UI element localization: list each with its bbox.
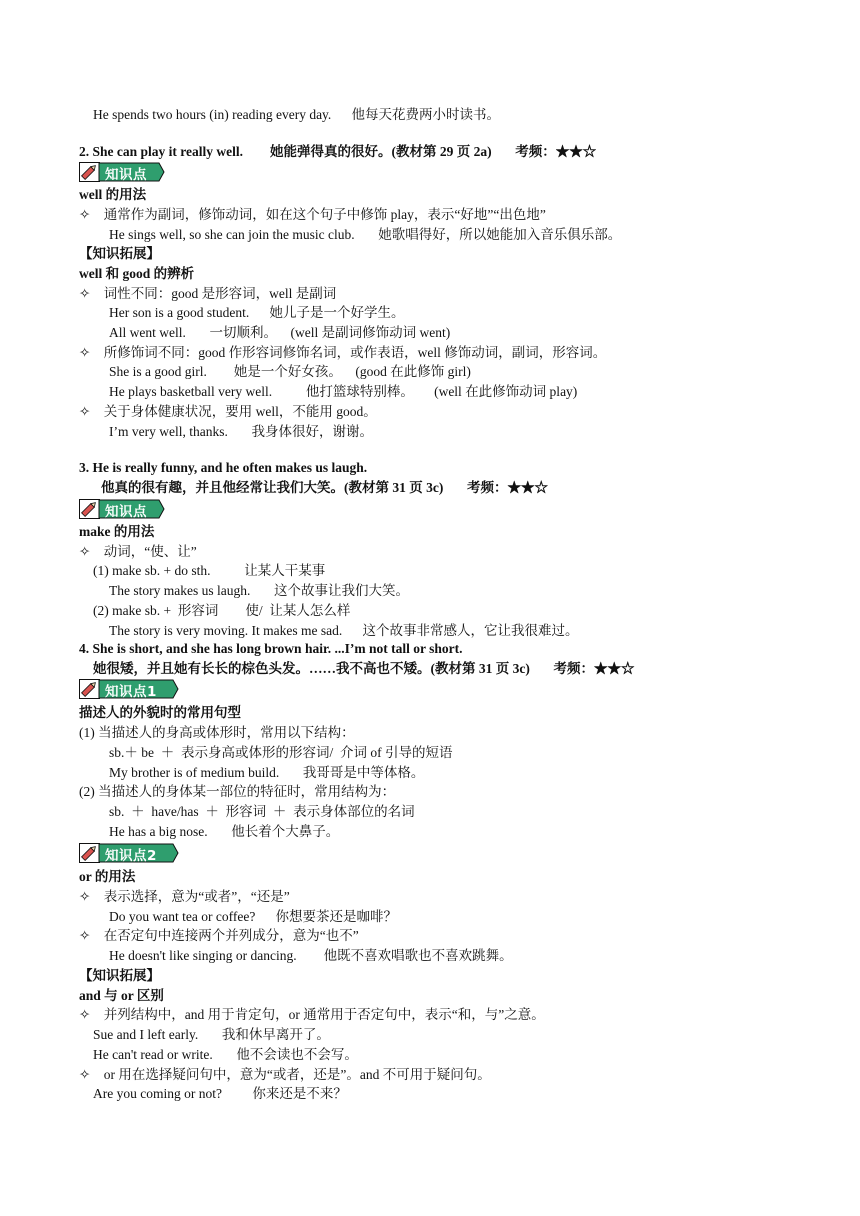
pattern-line: (1) 当描述人的身高或体形时，常用以下结构： — [79, 725, 355, 740]
knowledge-badge — [79, 162, 165, 182]
subsection-title: or 的用法 — [79, 869, 136, 884]
bullet-item: ✧ 并列结构中，and 用于肯定句，or 通常用于否定句中，表示“和，与”之意。 — [79, 1007, 545, 1022]
knowledge-badge-2 — [79, 843, 179, 863]
pattern-line: (2) make sb. + 形容词 使/ 让某人怎么样 — [93, 603, 351, 618]
example-line: He spends two hours (in) reading every day. 他每天花费两小时读书。 — [93, 107, 501, 122]
subsection-title: and 与 or 区别 — [79, 988, 164, 1003]
bullet-item: ✧ 关于身体健康状况，要用 well，不能用 good。 — [79, 404, 377, 419]
example-line: He has a big nose. 他长着个大鼻子。 — [109, 824, 340, 839]
section-heading-3-translation: 他真的很有趣，并且他经常让我们大笑。(教材第 31 页 3c) 考频：★★☆ — [101, 480, 548, 495]
badge-label: 知识点1 — [105, 684, 157, 700]
bullet-item: ✧ or 用在选择疑问句中，意为“或者，还是”。and 不可用于疑问句。 — [79, 1067, 491, 1082]
example-line: She is a good girl. 她是一个好女孩。 (good 在此修饰 girl) — [109, 364, 471, 379]
bullet-item: ✧ 词性不同：good 是形容词，well 是副词 — [79, 286, 337, 301]
example-line: I’m very well, thanks. 我身体很好，谢谢。 — [109, 424, 373, 439]
formula-line: sb. ＋ have/has ＋ 形容词 ＋ 表示身体部位的名词 — [109, 804, 415, 819]
section-heading-2: 2. She can play it really well. 她能弹得真的很好。(教材第 29 页 2a) 考频：★★☆ — [79, 144, 597, 159]
pattern-line: (2) 当描述人的身体某一部位的特征时，常用结构为： — [79, 784, 396, 799]
bullet-item: ✧ 在否定句中连接两个并列成分，意为“也不” — [79, 928, 359, 943]
section-heading-3: 3. He is really funny, and he often makes us laugh. — [79, 460, 368, 475]
badge-label: 知识点2 — [105, 848, 157, 864]
section-heading-4-translation: 她很矮，并且她有长长的棕色头发。……我不高也不矮。(教材第 31 页 3c) 考频：★★☆ — [93, 661, 635, 676]
example-line: Sue and I left early. 我和休早离开了。 — [93, 1027, 330, 1042]
pattern-line: (1) make sb. + do sth. 让某人干某事 — [93, 563, 326, 578]
example-line: All went well. 一切顺利。 (well 是副词修饰动词 went) — [109, 325, 451, 340]
example-line: He can't read or write. 他不会读也不会写。 — [93, 1047, 358, 1062]
bullet-item: ✧ 动词，“使、让” — [79, 544, 197, 559]
knowledge-badge-1 — [79, 679, 179, 699]
bullet-item: ✧ 所修饰词不同：good 作形容词修饰名词，或作表语，well 修饰动词，副词，形容词。 — [79, 345, 607, 360]
example-line: Are you coming or not? 你来还是不来？ — [93, 1086, 347, 1101]
example-line: The story is very moving. It makes me sad. 这个故事非常感人，它让我很难过。 — [109, 623, 579, 638]
section-heading-4: 4. She is short, and she has long brown hair. ...I’m not tall or short. — [79, 641, 463, 656]
example-line: Her son is a good student. 她儿子是一个好学生。 — [109, 305, 405, 320]
subsection-title: 描述人的外貌时的常用句型 — [79, 705, 241, 720]
extension-heading: 【知识拓展】 — [79, 246, 160, 261]
badge-label: 知识点 — [105, 504, 147, 520]
example-line: The story makes us laugh. 这个故事让我们大笑。 — [109, 583, 409, 598]
knowledge-badge — [79, 499, 165, 519]
example-line: He doesn't like singing or dancing. 他既不喜欢唱歌也不喜欢跳舞。 — [109, 948, 513, 963]
formula-line: sb.＋ be ＋ 表示身高或体形的形容词/ 介词 of 引导的短语 — [109, 745, 453, 760]
badge-label: 知识点 — [105, 167, 147, 183]
example-line: My brother is of medium build. 我哥哥是中等体格。 — [109, 765, 425, 780]
example-line: Do you want tea or coffee? 你想要茶还是咖啡？ — [109, 909, 398, 924]
example-line: He plays basketball very well. 他打篮球特别棒。 (well 在此修饰动词 play) — [109, 384, 578, 399]
subsection-title: well 的用法 — [79, 187, 147, 202]
bullet-item: ✧ 表示选择，意为“或者”，“还是” — [79, 889, 290, 904]
example-line: He sings well, so she can join the music club. 她歌唱得好，所以她能加入音乐俱乐部。 — [109, 227, 622, 242]
bullet-item: ✧ 通常作为副词，修饰动词，如在这个句子中修饰 play，表示“好地”“出色地” — [79, 207, 546, 222]
subsection-title: well 和 good 的辨析 — [79, 266, 195, 281]
subsection-title: make 的用法 — [79, 524, 155, 539]
extension-heading: 【知识拓展】 — [79, 968, 160, 983]
